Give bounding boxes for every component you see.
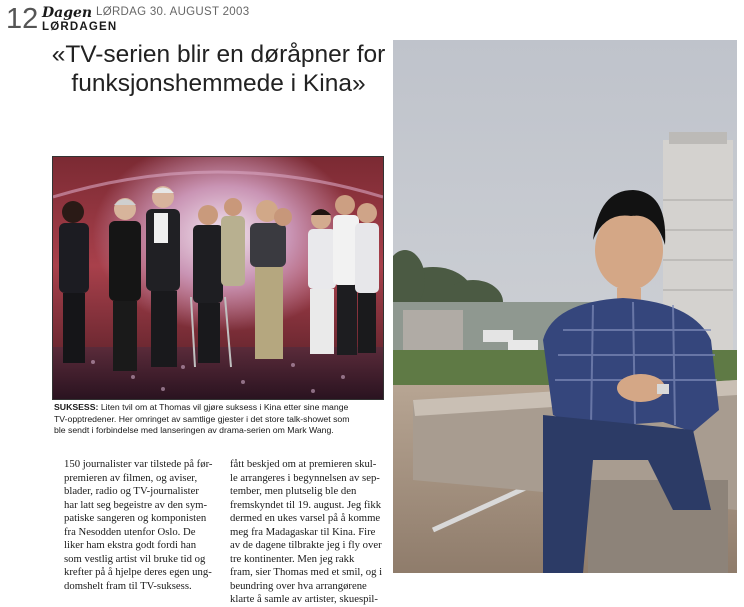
body-line: beundring over hva arrangørene [230, 579, 367, 592]
section-title: LØRDAGEN [42, 21, 118, 33]
body-line: 150 journalister var tilstede på før- [64, 458, 213, 470]
masthead [6, 2, 386, 36]
body-line: tre kontinenter. Men jeg rakk [230, 552, 355, 565]
body-line: le arrangeres i begynnelsen av sep- [230, 471, 380, 484]
caption-line-1: Liten tvil om at Thomas vil gjøre suksess i Kina etter sine mange [100, 402, 349, 412]
headline-line-1: «TV-serien blir en døråpner for [51, 41, 386, 68]
photo-caption [54, 402, 384, 437]
body-line: fram, sier Thomas med et smil, og i [230, 566, 383, 578]
headline-line-2: funksjonshemmede i Kina» [71, 70, 366, 97]
body-column-2 [230, 458, 392, 607]
paper-logo: Dagen [42, 5, 93, 21]
body-line: patiske sangeren og komponisten [64, 512, 207, 524]
body-line: domshelt fram til TV-suksess. [64, 579, 192, 592]
body-line: dermed en ukes varsel på å komme [230, 512, 381, 524]
body-line: har latt seg begeistre av den sym- [64, 498, 208, 511]
body-line: av de dagene tilbrakte jeg i fly over [230, 539, 382, 551]
issue-date: LØRDAG 30. AUGUST 2003 [96, 6, 250, 18]
portrait-photo [393, 40, 737, 573]
article-headline [46, 40, 391, 98]
body-line: tember, men plutselig ble den [230, 485, 357, 497]
page-number: 12 [6, 3, 39, 35]
body-line: fått beskjed om at premieren skul- [230, 458, 377, 470]
body-line: liker ham ekstra godt fordi han [64, 539, 197, 551]
caption-line-3: ble sendt i forbindelse med lanseringen av drama-serien om Mark Wang. [54, 425, 334, 435]
body-line: premieren av filmen, og aviser, [64, 471, 198, 484]
body-line: klarte å samle av artister, skuespil- [230, 593, 378, 605]
body-line: som vestlig artist vil bruke tid og [64, 552, 206, 565]
body-line: fra Nesodden utenfor Oslo. De [64, 525, 196, 538]
body-line: krefter på å hjelpe deres egen ung- [64, 566, 212, 578]
body-line: blader, radio og TV-journalister [64, 485, 199, 497]
talkshow-photo [52, 156, 384, 400]
caption-lead: SUKSESS: [54, 402, 99, 412]
body-line: fremskyndet til 19. august. Jeg fikk [230, 498, 382, 511]
body-line: meg fra Madagaskar til Kina. Fire [230, 525, 376, 538]
caption-line-2: TV-opptredener. Her omringet av samtlige gjester i det store talk-showet som [54, 413, 350, 424]
